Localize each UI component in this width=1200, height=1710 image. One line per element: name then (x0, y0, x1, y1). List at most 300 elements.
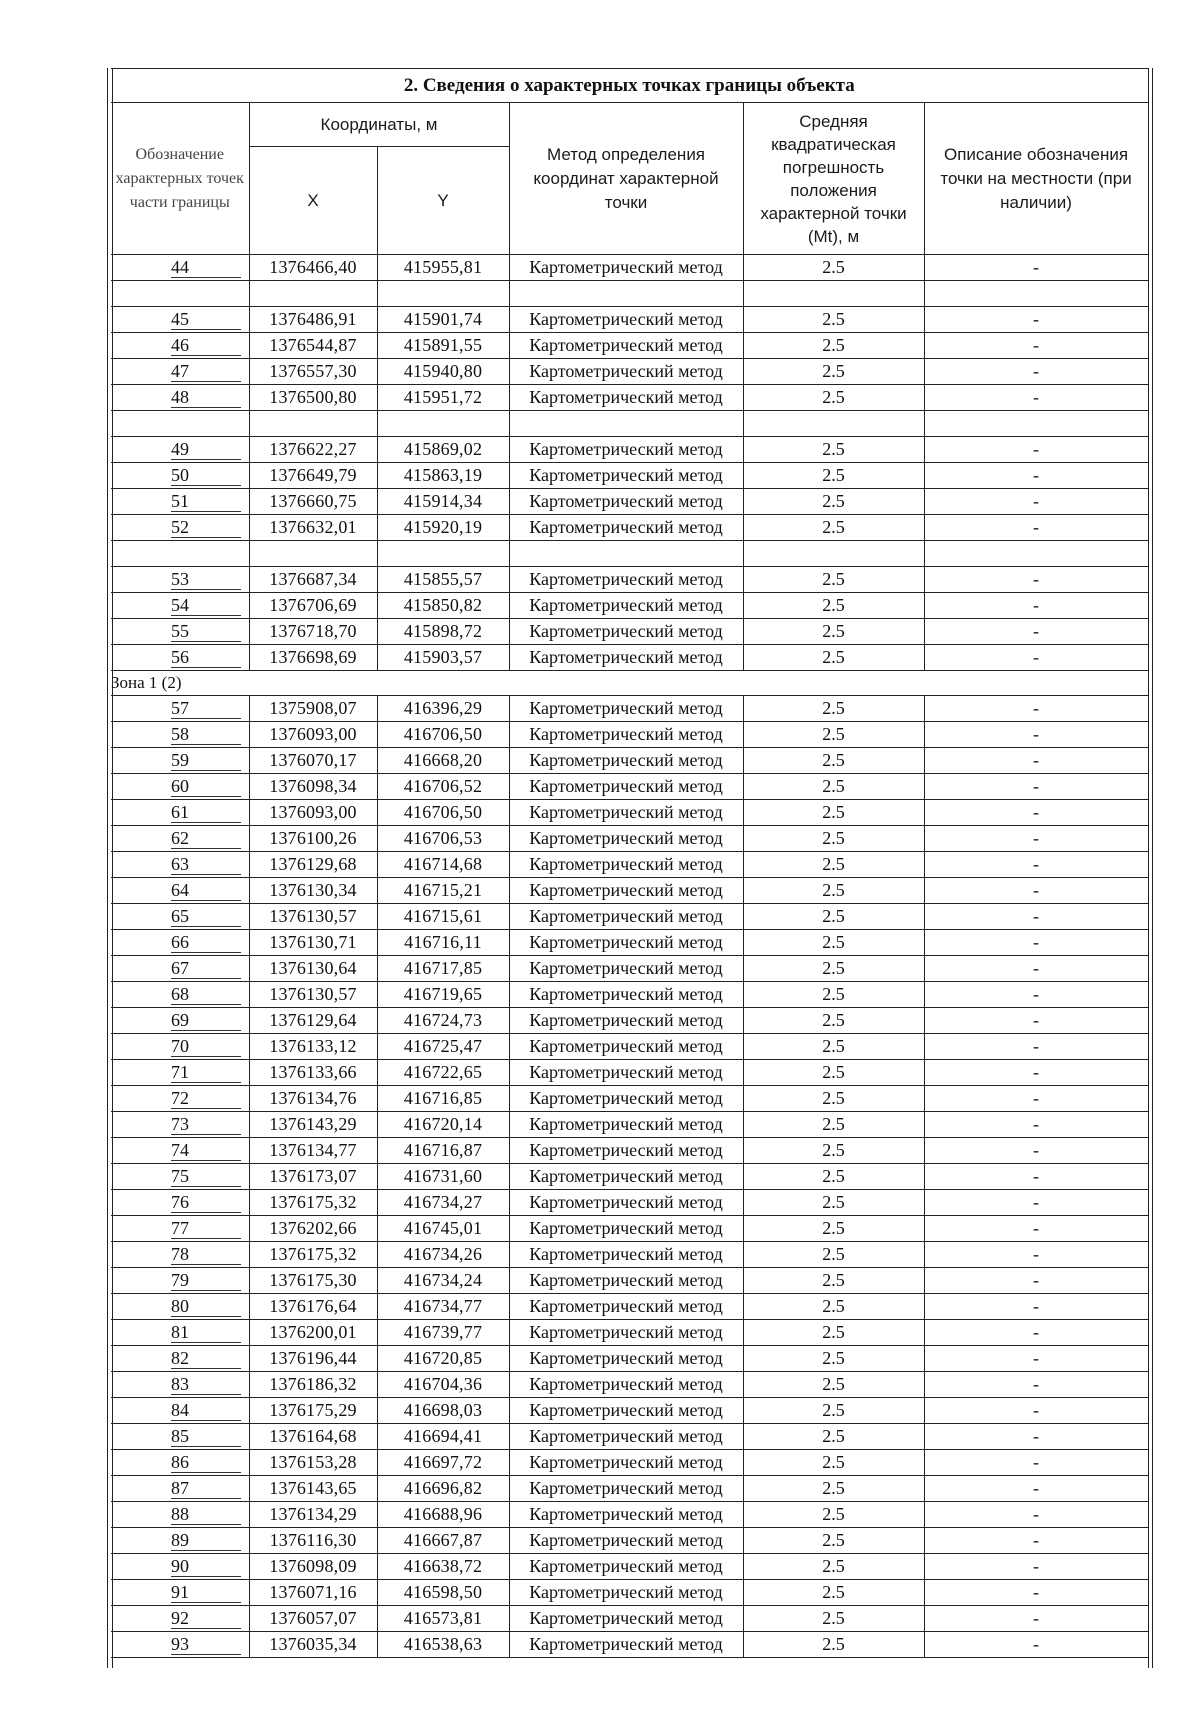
point-number-text: 64 (171, 880, 241, 901)
point-number (111, 1424, 249, 1450)
error-cell: 2.5 (743, 722, 924, 748)
coord-x: 1376175,30 (249, 1268, 377, 1294)
method-cell: Картометрический метод (509, 1476, 743, 1502)
method-cell: Картометрический метод (509, 1450, 743, 1476)
coord-y: 415914,34 (377, 489, 509, 515)
description-cell: - (924, 1476, 1148, 1502)
table-row (111, 385, 1148, 411)
method-cell: Картометрический метод (509, 852, 743, 878)
point-number-text: 57 (171, 698, 241, 719)
error-cell: 2.5 (743, 1294, 924, 1320)
table-row (111, 307, 1148, 333)
coord-y: 416694,41 (377, 1424, 509, 1450)
method-cell: Картометрический метод (509, 1216, 743, 1242)
coord-x: 1376143,29 (249, 1112, 377, 1138)
coord-y: 416734,24 (377, 1268, 509, 1294)
point-number (111, 1138, 249, 1164)
method-cell: Картометрический метод (509, 1268, 743, 1294)
error-cell: 2.5 (743, 1112, 924, 1138)
coord-x: 1376153,28 (249, 1450, 377, 1476)
empty-cell (111, 411, 249, 437)
coord-x: 1376186,32 (249, 1372, 377, 1398)
method-cell: Картометрический метод (509, 255, 743, 281)
point-number (111, 307, 249, 333)
method-cell: Картометрический метод (509, 1242, 743, 1268)
coord-x: 1376129,64 (249, 1008, 377, 1034)
empty-cell (743, 281, 924, 307)
error-cell: 2.5 (743, 1216, 924, 1242)
description-cell: - (924, 255, 1148, 281)
method-cell: Картометрический метод (509, 1554, 743, 1580)
description-cell: - (924, 1372, 1148, 1398)
description-cell: - (924, 878, 1148, 904)
point-number-text: 91 (171, 1582, 241, 1603)
error-cell: 2.5 (743, 1242, 924, 1268)
coord-y: 415898,72 (377, 619, 509, 645)
description-cell: - (924, 696, 1148, 722)
coord-x: 1376093,00 (249, 800, 377, 826)
description-cell: - (924, 1060, 1148, 1086)
coord-y: 416706,50 (377, 800, 509, 826)
method-cell: Картометрический метод (509, 515, 743, 541)
error-cell: 2.5 (743, 619, 924, 645)
header-point: Обозначение характерных точек части границы (111, 103, 249, 255)
table-row (111, 619, 1148, 645)
description-cell: - (924, 748, 1148, 774)
table-row (111, 1476, 1148, 1502)
point-number-text: 86 (171, 1452, 241, 1473)
point-number (111, 1164, 249, 1190)
coord-y: 415869,02 (377, 437, 509, 463)
table-row (111, 1034, 1148, 1060)
description-cell: - (924, 1034, 1148, 1060)
coord-y: 416667,87 (377, 1528, 509, 1554)
table-row (111, 982, 1148, 1008)
point-number (111, 878, 249, 904)
coord-y: 416715,21 (377, 878, 509, 904)
table-row (111, 333, 1148, 359)
method-cell: Картометрический метод (509, 489, 743, 515)
coord-y: 416573,81 (377, 1606, 509, 1632)
empty-cell (111, 541, 249, 567)
error-cell: 2.5 (743, 1346, 924, 1372)
table-row (111, 1190, 1148, 1216)
empty-cell (249, 541, 377, 567)
point-number-text: 62 (171, 828, 241, 849)
table-row (111, 1580, 1148, 1606)
description-cell: - (924, 307, 1148, 333)
error-cell: 2.5 (743, 852, 924, 878)
error-cell: 2.5 (743, 1554, 924, 1580)
point-number (111, 437, 249, 463)
coord-y: 416706,53 (377, 826, 509, 852)
point-number (111, 1528, 249, 1554)
point-number (111, 1008, 249, 1034)
method-cell: Картометрический метод (509, 1398, 743, 1424)
header-description: Описание обозначения точки на местности (при наличии) (924, 103, 1148, 255)
table-row (111, 1528, 1148, 1554)
point-number-text: 68 (171, 984, 241, 1005)
coord-x: 1376098,09 (249, 1554, 377, 1580)
coord-x: 1376164,68 (249, 1424, 377, 1450)
coord-x: 1376175,29 (249, 1398, 377, 1424)
table-row (111, 1632, 1148, 1658)
coord-y: 416719,65 (377, 982, 509, 1008)
coord-x: 1376130,57 (249, 982, 377, 1008)
point-number-text: 52 (171, 517, 241, 538)
error-cell: 2.5 (743, 1528, 924, 1554)
point-number (111, 619, 249, 645)
error-cell: 2.5 (743, 774, 924, 800)
point-number (111, 333, 249, 359)
table-row (111, 1112, 1148, 1138)
point-number (111, 593, 249, 619)
method-cell: Картометрический метод (509, 1528, 743, 1554)
error-cell: 2.5 (743, 359, 924, 385)
method-cell: Картометрический метод (509, 593, 743, 619)
coord-x: 1376622,27 (249, 437, 377, 463)
error-cell: 2.5 (743, 1190, 924, 1216)
point-number-text: 44 (171, 257, 241, 278)
method-cell: Картометрический метод (509, 385, 743, 411)
method-cell: Картометрический метод (509, 1008, 743, 1034)
error-cell: 2.5 (743, 1606, 924, 1632)
coord-x: 1376706,69 (249, 593, 377, 619)
point-number-text: 78 (171, 1244, 241, 1265)
point-number (111, 567, 249, 593)
coord-y: 416698,03 (377, 1398, 509, 1424)
method-cell: Картометрический метод (509, 1320, 743, 1346)
method-cell: Картометрический метод (509, 359, 743, 385)
empty-row (111, 541, 1148, 567)
coord-y: 416716,87 (377, 1138, 509, 1164)
point-number-text: 61 (171, 802, 241, 823)
description-cell: - (924, 1138, 1148, 1164)
error-cell: 2.5 (743, 748, 924, 774)
method-cell: Картометрический метод (509, 1346, 743, 1372)
description-cell: - (924, 489, 1148, 515)
description-cell: - (924, 1216, 1148, 1242)
error-cell: 2.5 (743, 463, 924, 489)
method-cell: Картометрический метод (509, 1138, 743, 1164)
description-cell: - (924, 463, 1148, 489)
table-row (111, 1346, 1148, 1372)
description-cell: - (924, 1268, 1148, 1294)
method-cell: Картометрический метод (509, 307, 743, 333)
table-row (111, 1554, 1148, 1580)
method-cell: Картометрический метод (509, 1424, 743, 1450)
point-number-text: 75 (171, 1166, 241, 1187)
table-row (111, 437, 1148, 463)
method-cell: Картометрический метод (509, 437, 743, 463)
error-cell: 2.5 (743, 1580, 924, 1606)
coord-x: 1376130,64 (249, 956, 377, 982)
description-cell: - (924, 333, 1148, 359)
coord-y: 416696,82 (377, 1476, 509, 1502)
coord-x: 1376718,70 (249, 619, 377, 645)
table-row (111, 1138, 1148, 1164)
point-number (111, 1450, 249, 1476)
coord-x: 1376129,68 (249, 852, 377, 878)
coord-x: 1376098,34 (249, 774, 377, 800)
header-x: X (249, 147, 377, 255)
table-row (111, 696, 1148, 722)
point-number-text: 84 (171, 1400, 241, 1421)
point-number (111, 1242, 249, 1268)
method-cell: Картометрический метод (509, 1294, 743, 1320)
error-cell: 2.5 (743, 437, 924, 463)
table-row (111, 722, 1148, 748)
table-row (111, 852, 1148, 878)
table-row (111, 1008, 1148, 1034)
point-number-text: 76 (171, 1192, 241, 1213)
description-cell: - (924, 1502, 1148, 1528)
error-cell: 2.5 (743, 696, 924, 722)
point-number (111, 1320, 249, 1346)
error-cell: 2.5 (743, 1372, 924, 1398)
empty-cell (924, 411, 1148, 437)
description-cell: - (924, 1164, 1148, 1190)
header-method: Метод определения координат характерной точки (509, 103, 743, 255)
table-row (111, 489, 1148, 515)
coord-x: 1376687,34 (249, 567, 377, 593)
point-number-text: 80 (171, 1296, 241, 1317)
method-cell: Картометрический метод (509, 333, 743, 359)
coord-x: 1376134,76 (249, 1086, 377, 1112)
method-cell: Картометрический метод (509, 1034, 743, 1060)
point-number-text: 67 (171, 958, 241, 979)
empty-cell (249, 411, 377, 437)
method-cell: Картометрический метод (509, 904, 743, 930)
method-cell: Картометрический метод (509, 748, 743, 774)
method-cell: Картометрический метод (509, 878, 743, 904)
point-number (111, 1190, 249, 1216)
coord-y: 416697,72 (377, 1450, 509, 1476)
coord-x: 1376176,64 (249, 1294, 377, 1320)
coord-x: 1376057,07 (249, 1606, 377, 1632)
coord-y: 416706,52 (377, 774, 509, 800)
header-y: Y (377, 147, 509, 255)
coord-x: 1376143,65 (249, 1476, 377, 1502)
point-number (111, 774, 249, 800)
table-row (111, 904, 1148, 930)
error-cell: 2.5 (743, 878, 924, 904)
point-number-text: 59 (171, 750, 241, 771)
description-cell: - (924, 722, 1148, 748)
description-cell: - (924, 982, 1148, 1008)
coord-x: 1376175,32 (249, 1242, 377, 1268)
empty-cell (924, 281, 1148, 307)
error-cell: 2.5 (743, 1086, 924, 1112)
coord-y: 416598,50 (377, 1580, 509, 1606)
method-cell: Картометрический метод (509, 1112, 743, 1138)
point-number-text: 60 (171, 776, 241, 797)
coord-y: 416731,60 (377, 1164, 509, 1190)
table-row (111, 593, 1148, 619)
table-row (111, 1398, 1148, 1424)
description-cell: - (924, 852, 1148, 878)
empty-cell (509, 541, 743, 567)
description-cell: - (924, 1424, 1148, 1450)
coord-y: 416706,50 (377, 722, 509, 748)
coord-x: 1376093,00 (249, 722, 377, 748)
table-row (111, 1086, 1148, 1112)
coord-x: 1376133,12 (249, 1034, 377, 1060)
coord-y: 415940,80 (377, 359, 509, 385)
table-row (111, 1320, 1148, 1346)
method-cell: Картометрический метод (509, 1372, 743, 1398)
method-cell: Картометрический метод (509, 619, 743, 645)
description-cell: - (924, 1086, 1148, 1112)
point-number-text: 82 (171, 1348, 241, 1369)
coord-y: 415891,55 (377, 333, 509, 359)
coord-x: 1376130,57 (249, 904, 377, 930)
method-cell: Картометрический метод (509, 1060, 743, 1086)
coord-y: 416734,27 (377, 1190, 509, 1216)
point-number-text: 58 (171, 724, 241, 745)
description-cell: - (924, 593, 1148, 619)
point-number (111, 489, 249, 515)
description-cell: - (924, 1008, 1148, 1034)
coord-x: 1376557,30 (249, 359, 377, 385)
description-cell: - (924, 1398, 1148, 1424)
coord-x: 1376130,71 (249, 930, 377, 956)
description-cell: - (924, 1320, 1148, 1346)
point-number-text: 92 (171, 1608, 241, 1629)
point-number (111, 255, 249, 281)
error-cell: 2.5 (743, 1164, 924, 1190)
error-cell: 2.5 (743, 1502, 924, 1528)
point-number (111, 1476, 249, 1502)
point-number-text: 56 (171, 647, 241, 668)
empty-cell (377, 411, 509, 437)
point-number-text: 90 (171, 1556, 241, 1577)
method-cell: Картометрический метод (509, 1086, 743, 1112)
table-row (111, 1164, 1148, 1190)
error-cell: 2.5 (743, 1008, 924, 1034)
point-number-text: 85 (171, 1426, 241, 1447)
method-cell: Картометрический метод (509, 1606, 743, 1632)
zone-row (111, 671, 1148, 696)
point-number (111, 748, 249, 774)
description-cell: - (924, 1580, 1148, 1606)
header-error: Средняя квадратическая погрешность положения характерной точки (Mt), м (743, 103, 924, 255)
method-cell: Картометрический метод (509, 1632, 743, 1658)
method-cell: Картометрический метод (509, 1580, 743, 1606)
point-number-text: 81 (171, 1322, 241, 1343)
point-number (111, 826, 249, 852)
point-number-text: 48 (171, 387, 241, 408)
point-number-text: 72 (171, 1088, 241, 1109)
error-cell: 2.5 (743, 930, 924, 956)
method-cell: Картометрический метод (509, 826, 743, 852)
coord-y: 416688,96 (377, 1502, 509, 1528)
coord-x: 1376070,17 (249, 748, 377, 774)
point-number-text: 66 (171, 932, 241, 953)
coord-y: 416715,61 (377, 904, 509, 930)
error-cell: 2.5 (743, 1398, 924, 1424)
table-row (111, 1372, 1148, 1398)
description-cell: - (924, 619, 1148, 645)
coord-x: 1376175,32 (249, 1190, 377, 1216)
error-cell: 2.5 (743, 515, 924, 541)
description-cell: - (924, 1242, 1148, 1268)
empty-cell (743, 541, 924, 567)
coord-x: 1376134,77 (249, 1138, 377, 1164)
coord-x: 1376130,34 (249, 878, 377, 904)
description-cell: - (924, 930, 1148, 956)
point-number-text: 46 (171, 335, 241, 356)
coord-y: 416396,29 (377, 696, 509, 722)
empty-cell (509, 281, 743, 307)
point-number (111, 1086, 249, 1112)
coord-y: 416734,26 (377, 1242, 509, 1268)
coord-x: 1376202,66 (249, 1216, 377, 1242)
empty-cell (924, 541, 1148, 567)
empty-cell (111, 281, 249, 307)
method-cell: Картометрический метод (509, 1190, 743, 1216)
coord-x: 1376200,01 (249, 1320, 377, 1346)
point-number-text: 89 (171, 1530, 241, 1551)
table-row (111, 800, 1148, 826)
point-number-text: 79 (171, 1270, 241, 1291)
table-row (111, 359, 1148, 385)
boundary-points-table (111, 68, 1149, 1658)
table-row (111, 463, 1148, 489)
error-cell: 2.5 (743, 1268, 924, 1294)
point-number-text: 71 (171, 1062, 241, 1083)
description-cell: - (924, 800, 1148, 826)
point-number-text: 93 (171, 1634, 241, 1655)
table-row (111, 255, 1148, 281)
point-number-text: 70 (171, 1036, 241, 1057)
point-number-text: 49 (171, 439, 241, 460)
table-row (111, 1424, 1148, 1450)
point-number-text: 55 (171, 621, 241, 642)
point-number-text: 53 (171, 569, 241, 590)
zone-label: Зона 1 (2) (111, 671, 1148, 696)
point-number-text: 45 (171, 309, 241, 330)
point-number (111, 1216, 249, 1242)
error-cell: 2.5 (743, 385, 924, 411)
error-cell: 2.5 (743, 1320, 924, 1346)
error-cell: 2.5 (743, 1034, 924, 1060)
error-cell: 2.5 (743, 826, 924, 852)
coord-y: 416716,85 (377, 1086, 509, 1112)
point-number-text: 50 (171, 465, 241, 486)
description-cell: - (924, 826, 1148, 852)
description-cell: - (924, 1294, 1148, 1320)
description-cell: - (924, 1528, 1148, 1554)
coord-x: 1376100,26 (249, 826, 377, 852)
point-number (111, 1398, 249, 1424)
error-cell: 2.5 (743, 645, 924, 671)
error-cell: 2.5 (743, 1424, 924, 1450)
coord-y: 416668,20 (377, 748, 509, 774)
point-number (111, 1554, 249, 1580)
coord-x: 1376173,07 (249, 1164, 377, 1190)
table-row (111, 645, 1148, 671)
empty-cell (509, 411, 743, 437)
coord-y: 416724,73 (377, 1008, 509, 1034)
point-number-text: 54 (171, 595, 241, 616)
description-cell: - (924, 1112, 1148, 1138)
point-number-text: 63 (171, 854, 241, 875)
empty-row (111, 411, 1148, 437)
empty-cell (377, 541, 509, 567)
description-cell: - (924, 385, 1148, 411)
coord-x: 1376660,75 (249, 489, 377, 515)
